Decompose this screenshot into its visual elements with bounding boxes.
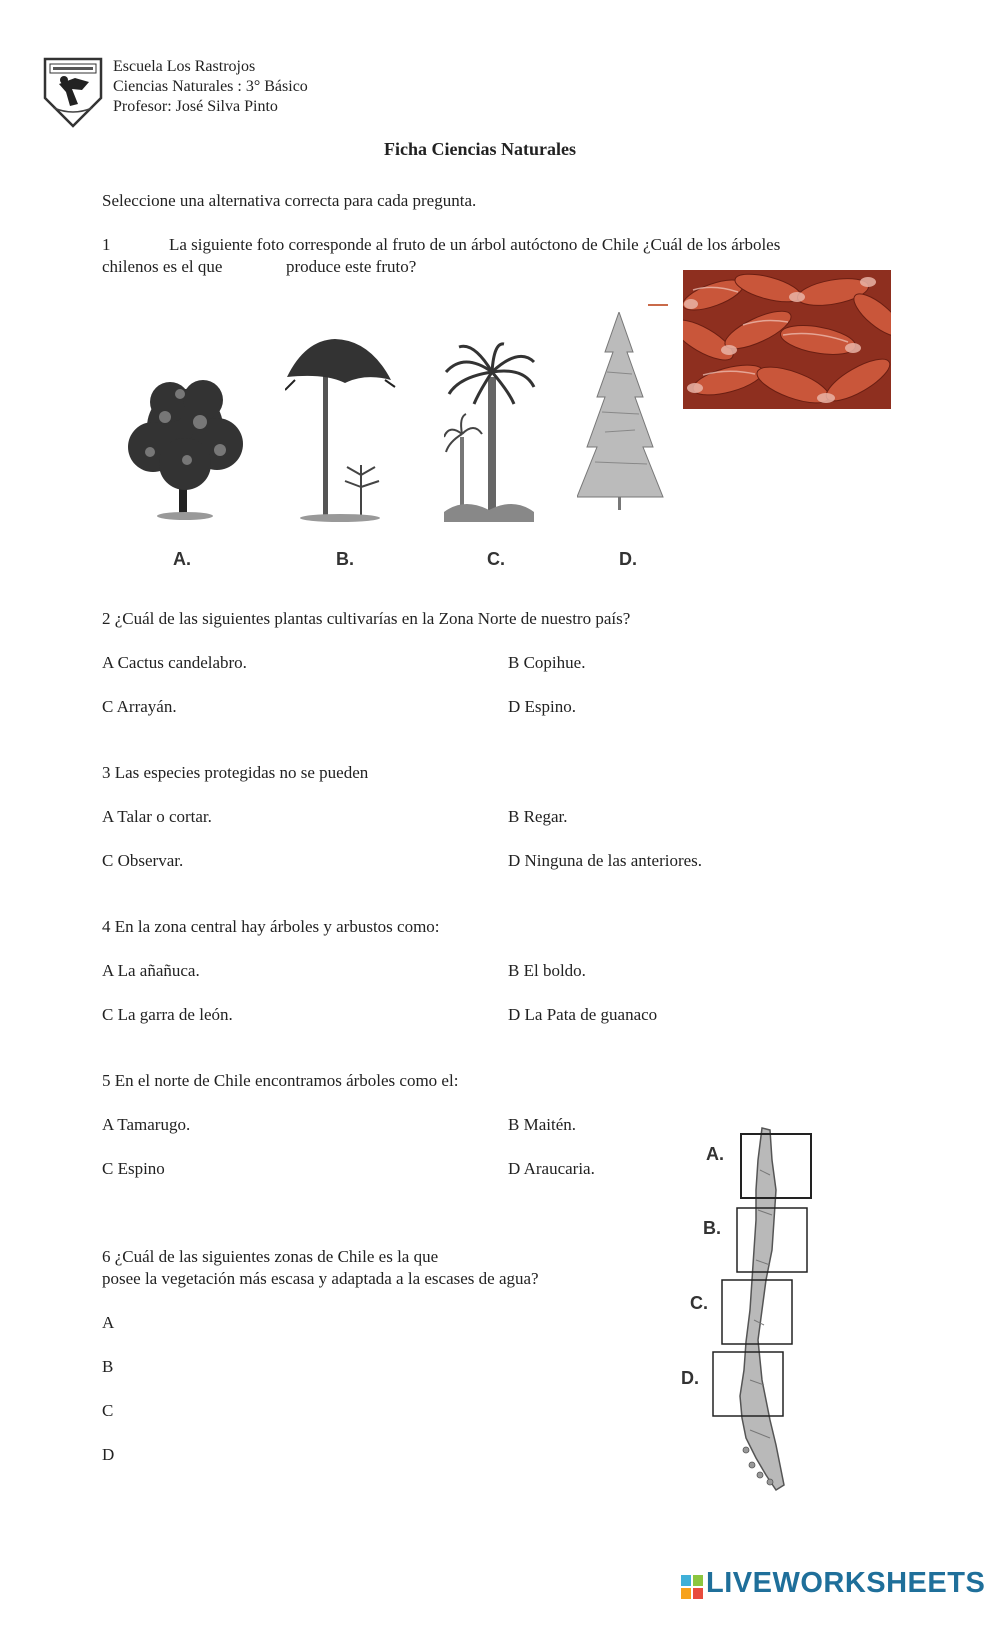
q4-option-a[interactable]: A La añañuca. [102,961,200,980]
q3-text: 3 Las especies protegidas no se pueden [102,763,369,782]
q1-number: 1 [102,235,111,254]
q5-option-d[interactable]: D Araucaria. [508,1159,595,1178]
q1-text-line2a: chilenos es el que [102,257,223,276]
q6-text-line2: posee la vegetación más escasa y adaptada a la escases de agua? [102,1269,539,1288]
q4-option-d[interactable]: D La Pata de guanaco [508,1005,658,1024]
map-label-b: B. [703,1218,721,1238]
q4-option-c[interactable]: C La garra de león. [102,1005,233,1024]
q3-option-a[interactable]: A Talar o cortar. [102,807,212,826]
tree-label-a: A. [173,549,191,569]
map-label-d: D. [681,1368,699,1388]
tree-d-image [577,312,665,517]
q5-option-b[interactable]: B Maitén. [508,1115,576,1134]
fruit-photo [683,270,891,409]
q2-option-c[interactable]: C Arrayán. [102,697,177,716]
school-name: Escuela Los Rastrojos [113,58,256,75]
q6-option-d[interactable]: D [102,1445,115,1464]
q1-text-line1: La siguiente foto corresponde al fruto de un árbol autóctono de Chile ¿Cuál de los árboles [169,235,781,254]
instructions: Seleccione una alternativa correcta para cada pregunta. [102,191,477,210]
q6-option-b[interactable]: B [102,1357,114,1376]
q6-option-a[interactable]: A [102,1313,115,1332]
q5-text: 5 En el norte de Chile encontramos árboles como el: [102,1071,459,1090]
map-label-a: A. [706,1144,724,1164]
tree-label-c: C. [487,549,505,569]
liveworksheets-brand[interactable]: LIVEWORKSHEETS [706,1567,986,1599]
q5-option-c[interactable]: C Espino [102,1159,165,1178]
tree-label-d: D. [619,549,637,569]
dash-mark [648,304,668,306]
tree-a-image [125,372,247,527]
liveworksheets-icon [681,1575,703,1599]
worksheet-title: Ficha Ciencias Naturales [384,139,576,159]
q6-option-c[interactable]: C [102,1401,114,1420]
tree-label-b: B. [336,549,354,569]
q3-option-c[interactable]: C Observar. [102,851,184,870]
school-logo [42,56,104,128]
chile-map [700,1120,820,1495]
q3-option-d[interactable]: D Ninguna de las anteriores. [508,851,703,870]
q1-text-line2b: produce este fruto? [286,257,417,276]
tree-b-image [285,335,397,525]
q4-text: 4 En la zona central hay árboles y arbustos como: [102,917,440,936]
q2-option-a[interactable]: A Cactus candelabro. [102,653,247,672]
q2-option-b[interactable]: B Copihue. [508,653,586,672]
course-name: Ciencias Naturales : 3° Básico [113,78,308,95]
teacher-name: Profesor: José Silva Pinto [113,98,278,115]
q3-option-b[interactable]: B Regar. [508,807,568,826]
q4-option-b[interactable]: B El boldo. [508,961,586,980]
q2-text: 2 ¿Cuál de las siguientes plantas cultivarías en la Zona Norte de nuestro país? [102,609,631,628]
q6-text-line1: 6 ¿Cuál de las siguientes zonas de Chile es la que [102,1247,439,1266]
tree-c-image [444,342,536,527]
q2-option-d[interactable]: D Espino. [508,697,576,716]
q5-option-a[interactable]: A Tamarugo. [102,1115,191,1134]
map-label-c: C. [690,1293,708,1313]
